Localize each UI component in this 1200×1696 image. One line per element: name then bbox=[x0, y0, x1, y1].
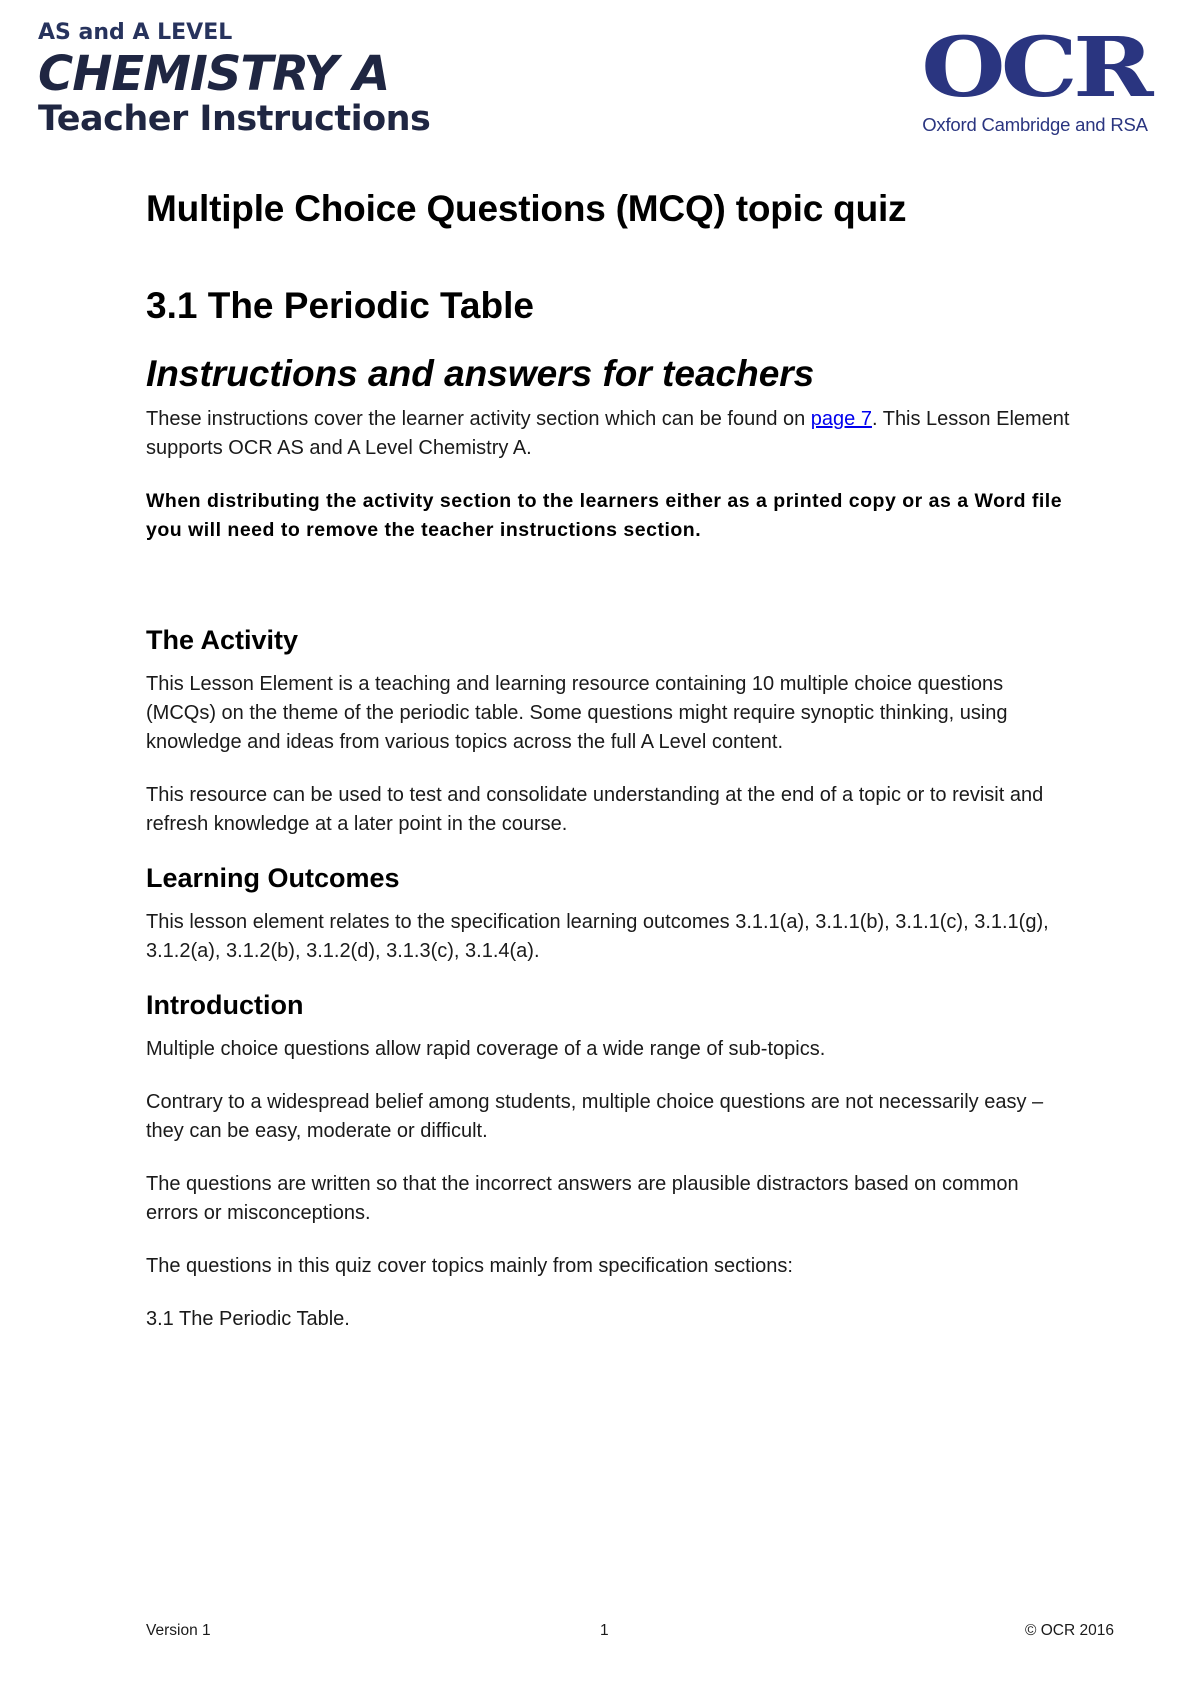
intro-paragraph bbox=[146, 405, 1076, 463]
subject-title: CHEMISTRY A bbox=[38, 46, 390, 102]
introduction-paragraph-4: The questions in this quiz cover topics mainly from specification sections: bbox=[146, 1255, 793, 1277]
introduction-heading: Introduction bbox=[146, 990, 304, 1020]
ocr-logo-mark: OCR bbox=[921, 20, 1149, 116]
activity-heading: The Activity bbox=[146, 625, 299, 655]
introduction-paragraph-5: 3.1 The Periodic Table. bbox=[146, 1308, 350, 1330]
qualification-level: AS and A LEVEL bbox=[38, 20, 233, 45]
footer-copyright: © OCR 2016 bbox=[1025, 1622, 1114, 1639]
learning-outcomes-paragraph: This lesson element relates to the specification learning outcomes 3.1.1(a), 3.1.1(b), 3.1.1(c), 3.1.1(g), 3.1.2(a), 3.1.2(b), 3.1.2(d), 3.1.3(c), 3.1.4(a). bbox=[146, 911, 1049, 962]
brand-header bbox=[38, 22, 430, 137]
topic-title: 3.1 The Periodic Table bbox=[146, 285, 534, 326]
learning-outcomes-heading: Learning Outcomes bbox=[146, 863, 400, 893]
footer-page-number: 1 bbox=[600, 1622, 609, 1639]
activity-paragraph-2: This resource can be used to test and consolidate understanding at the end of a topic or to revisit and refresh knowledge at a later point in the course. bbox=[146, 784, 1044, 835]
intro-text-before-link: These instructions cover the learner activity section which can be found on bbox=[146, 408, 811, 430]
document-type: Teacher Instructions bbox=[38, 99, 431, 139]
footer-version: Version 1 bbox=[146, 1622, 211, 1639]
page-7-link[interactable]: page 7 bbox=[810, 408, 872, 430]
page-title: Multiple Choice Questions (MCQ) topic quiz bbox=[146, 188, 907, 229]
introduction-paragraph-3: The questions are written so that the incorrect answers are plausible distractors based on common errors or misconceptions. bbox=[146, 1173, 1019, 1224]
ocr-logo bbox=[905, 20, 1165, 136]
ocr-logo-subtitle: Oxford Cambridge and RSA bbox=[922, 113, 1148, 135]
introduction-paragraph-1: Multiple choice questions allow rapid coverage of a wide range of sub-topics. bbox=[146, 1038, 826, 1060]
document-body bbox=[146, 188, 1076, 1358]
introduction-paragraph-2: Contrary to a widespread belief among students, multiple choice questions are not necessarily easy – they can be easy, moderate or difficult. bbox=[146, 1091, 1044, 1142]
instructions-heading: Instructions and answers for teachers bbox=[146, 353, 815, 394]
distribution-note: When distributing the activity section to the learners either as a printed copy or as a Word file you will need to remove the teacher instructions section. bbox=[146, 490, 1063, 541]
activity-paragraph-1: This Lesson Element is a teaching and learning resource containing 10 multiple choice questions (MCQs) on the theme of the periodic table. Some questions might require synoptic thinking, using knowledge and ideas from various topics across the full A Level content. bbox=[146, 673, 1008, 753]
intro-text-after-link: . This Lesson Element supports OCR AS and A Level Chemistry A. bbox=[146, 408, 1070, 459]
